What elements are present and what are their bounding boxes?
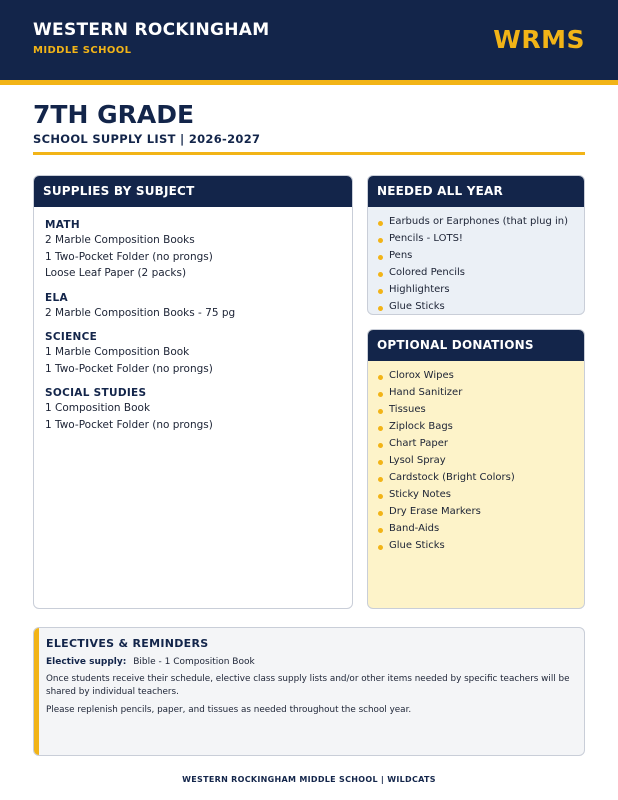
- list-item-label: Glue Sticks: [389, 540, 445, 551]
- list-item-label: Pencils - LOTS!: [389, 233, 463, 244]
- list-item: [378, 454, 574, 471]
- list-item: [378, 283, 574, 300]
- bullet-icon: [378, 443, 383, 448]
- list-item: [378, 266, 574, 283]
- optional-donations-heading: OPTIONAL DONATIONS: [368, 330, 584, 361]
- bullet-icon: [378, 545, 383, 550]
- elective-supply-label: Elective supply:: [46, 657, 127, 667]
- list-item-label: Glue Sticks: [389, 301, 445, 312]
- accent-bar: [34, 628, 39, 756]
- optional-donations-list: [368, 361, 584, 556]
- bullet-icon: [378, 289, 383, 294]
- list-item: [378, 232, 574, 249]
- list-item: [378, 369, 574, 386]
- list-item: [378, 471, 574, 488]
- subject-math: [45, 217, 341, 284]
- reminder-note: Once students receive their schedule, elective class supply lists and/or other items needed by specific teachers will be shared by individual teachers.: [46, 674, 570, 697]
- page-title: 7TH GRADE: [33, 100, 195, 129]
- bullet-icon: [378, 221, 383, 226]
- list-item-label: Earbuds or Earphones (that plug in): [389, 216, 569, 227]
- subject-item: 1 Composition Book: [45, 402, 151, 414]
- bullet-icon: [378, 511, 383, 516]
- subject-item: Loose Leaf Paper (2 packs): [45, 267, 187, 279]
- list-item-label: Ziplock Bags: [389, 421, 453, 432]
- reminder-note: Please replenish pencils, paper, and tissues as needed throughout the school year.: [46, 705, 412, 715]
- list-item-label: Lysol Spray: [389, 455, 446, 466]
- bullet-icon: [378, 460, 383, 465]
- list-item: [378, 215, 574, 232]
- list-item: [378, 522, 574, 539]
- subject-name: ELA: [45, 291, 68, 304]
- subjects-list: [34, 207, 352, 435]
- subject-name: MATH: [45, 219, 80, 231]
- electives-reminders-card: [33, 627, 585, 756]
- school-subtitle: MIDDLE SCHOOL: [33, 45, 132, 56]
- title-divider: [33, 152, 585, 155]
- list-item-label: Cardstock (Bright Colors): [389, 472, 515, 483]
- subject-name: SOCIAL STUDIES: [45, 387, 147, 399]
- list-item-label: Colored Pencils: [389, 267, 465, 278]
- list-item: [378, 249, 574, 266]
- electives-heading: ELECTIVES & REMINDERS: [46, 637, 209, 650]
- electives-body: [46, 637, 574, 717]
- bullet-icon: [378, 477, 383, 482]
- list-item: [378, 403, 574, 420]
- bullet-icon: [378, 528, 383, 533]
- list-item-label: Chart Paper: [389, 438, 448, 449]
- header-banner: [0, 0, 618, 80]
- footer-text: WESTERN ROCKINGHAM MIDDLE SCHOOL | WILDCATS: [182, 775, 436, 784]
- page-subtitle: SCHOOL SUPPLY LIST | 2026-2027: [33, 132, 261, 146]
- bullet-icon: [378, 306, 383, 311]
- subject-ela: [45, 290, 341, 324]
- bullet-icon: [378, 255, 383, 260]
- optional-donations-card: [367, 329, 585, 609]
- list-item: [378, 488, 574, 505]
- list-item-label: Pens: [389, 250, 413, 261]
- needed-all-year-list: [368, 207, 584, 315]
- subject-name: SCIENCE: [45, 331, 98, 343]
- list-item-label: Dry Erase Markers: [389, 506, 481, 517]
- list-item: [378, 437, 574, 454]
- list-item-label: Tissues: [389, 404, 426, 415]
- list-item-label: Band-Aids: [389, 523, 440, 534]
- list-item-label: Sticky Notes: [389, 489, 451, 500]
- supplies-by-subject-card: [33, 175, 353, 609]
- list-item-label: Highlighters: [389, 284, 450, 295]
- bullet-icon: [378, 272, 383, 277]
- bullet-icon: [378, 238, 383, 243]
- bullet-icon: [378, 392, 383, 397]
- list-item: [378, 505, 574, 522]
- subject-item: 1 Two-Pocket Folder (no prongs): [45, 418, 213, 431]
- needed-all-year-card: [367, 175, 585, 315]
- supplies-by-subject-heading: SUPPLIES BY SUBJECT: [34, 176, 352, 207]
- subject-item: 1 Two-Pocket Folder (no prongs): [45, 250, 213, 263]
- needed-all-year-heading: NEEDED ALL YEAR: [368, 176, 584, 207]
- list-item: [378, 539, 574, 556]
- bullet-icon: [378, 375, 383, 380]
- subject-science: [45, 329, 341, 379]
- subject-item: 2 Marble Composition Books: [45, 234, 195, 246]
- subject-social-studies: [45, 385, 341, 435]
- elective-supply-value: Bible - 1 Composition Book: [133, 657, 255, 667]
- list-item: [378, 300, 574, 315]
- bullet-icon: [378, 426, 383, 431]
- school-abbreviation: WRMS: [493, 25, 585, 54]
- subject-item: 2 Marble Composition Books - 75 pg: [45, 306, 236, 319]
- list-item: [378, 386, 574, 403]
- bullet-icon: [378, 409, 383, 414]
- school-name: WESTERN ROCKINGHAM: [33, 20, 270, 40]
- list-item-label: Clorox Wipes: [389, 370, 454, 381]
- list-item-label: Hand Sanitizer: [389, 387, 463, 398]
- subject-item: 1 Marble Composition Book: [45, 346, 190, 358]
- subject-item: 1 Two-Pocket Folder (no prongs): [45, 362, 213, 375]
- bullet-icon: [378, 494, 383, 499]
- header-stripe: [0, 80, 618, 85]
- elective-supply-line: [46, 657, 574, 667]
- list-item: [378, 420, 574, 437]
